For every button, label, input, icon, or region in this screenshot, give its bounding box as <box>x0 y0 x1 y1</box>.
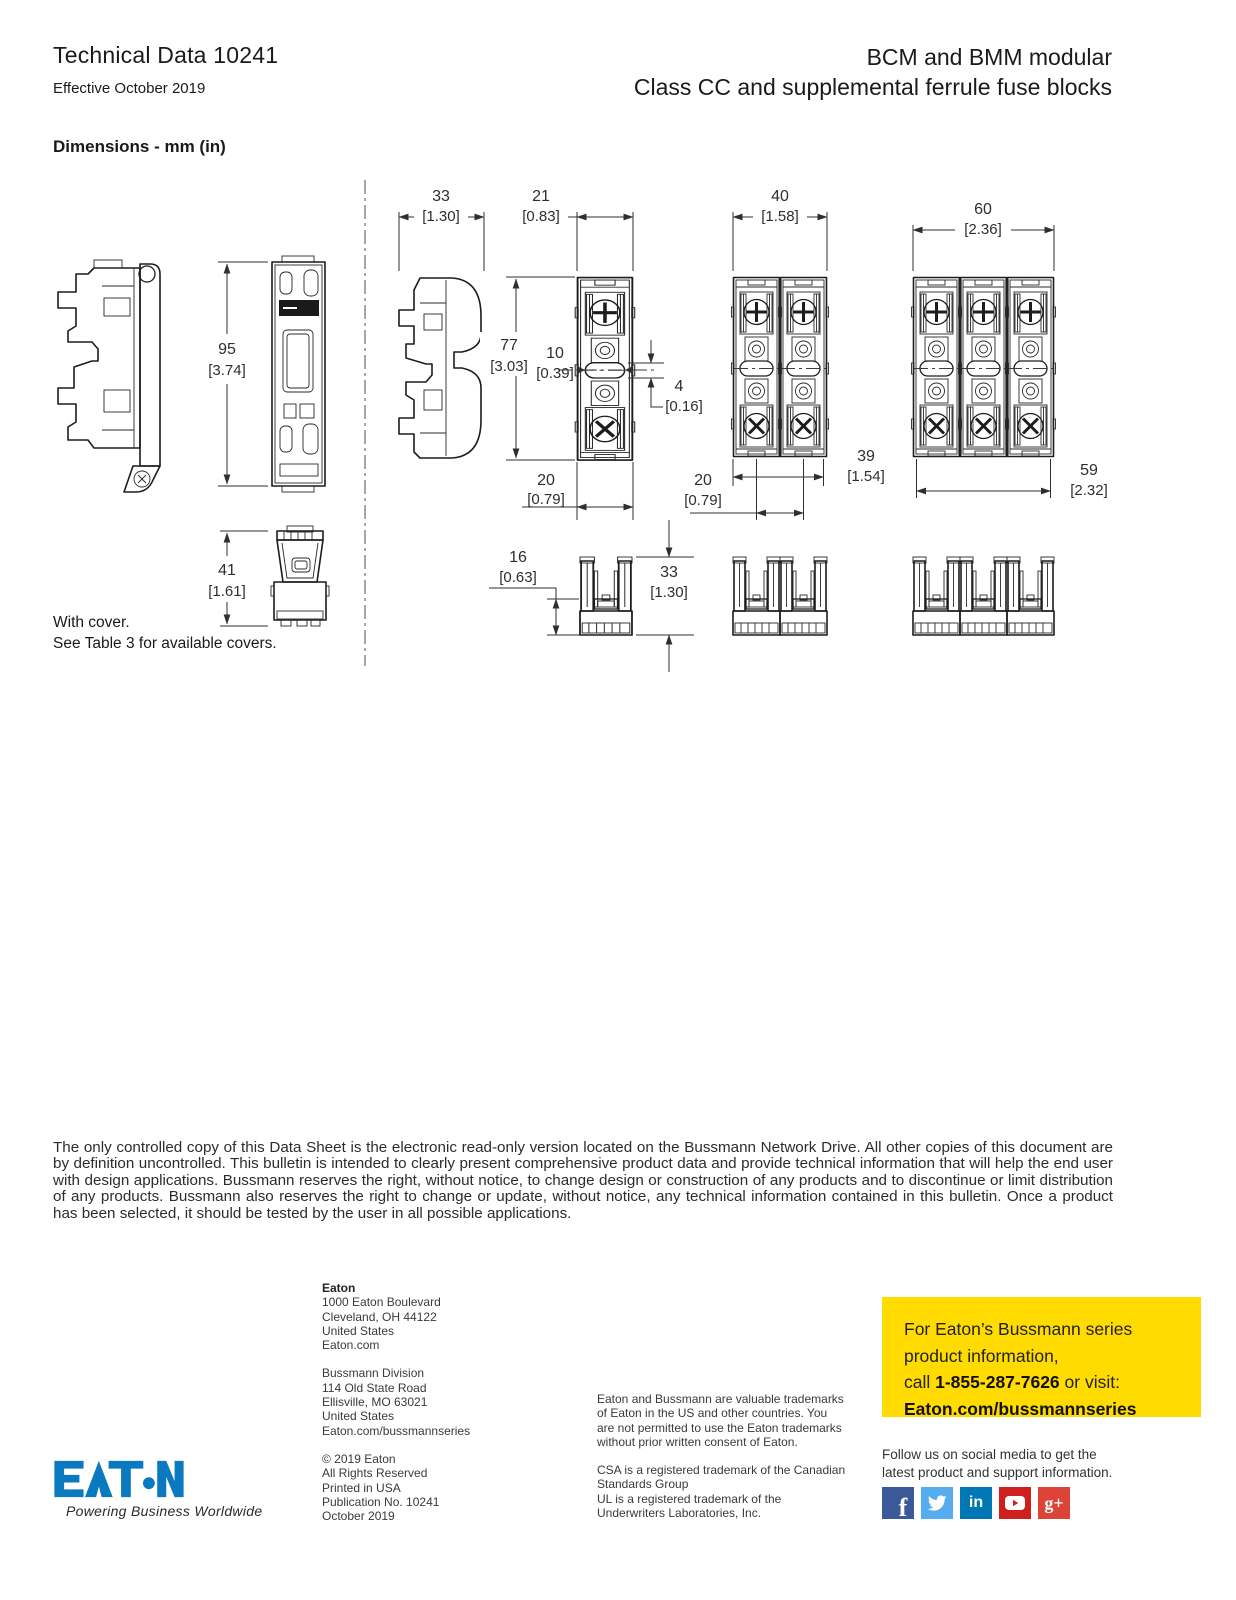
dim-height-33 <box>636 520 694 672</box>
address-line: Ellisville, MO 63021 <box>322 1395 428 1410</box>
cover-note-line2: See Table 3 for available covers. <box>53 635 277 652</box>
copyright-line: © 2019 Eaton <box>322 1451 396 1466</box>
product-title <box>634 42 1112 102</box>
copyright-line: Publication No. 10241 <box>322 1494 440 1509</box>
dim-40-mm: 40 <box>771 188 789 205</box>
footer-address-column <box>322 1281 470 1537</box>
bussmann-address-block <box>322 1366 470 1437</box>
copyright-line: Printed in USA <box>322 1480 401 1495</box>
twitter-icon[interactable] <box>921 1487 953 1519</box>
dim-33-in: [1.30] <box>422 208 460 225</box>
address-line: United States <box>322 1323 395 1338</box>
infobox-line2: product information, <box>904 1345 1059 1366</box>
trademark-line: without prior written consent of Eaton. <box>597 1434 798 1449</box>
dim-width-20b <box>684 459 803 520</box>
view-side-profile <box>58 260 160 492</box>
dim-59-mm: 59 <box>1080 462 1098 479</box>
product-title-line2: Class CC and supplemental ferrule fuse blocks <box>633 74 1112 100</box>
trademark-line: UL is a registered trademark of the <box>597 1491 782 1506</box>
dim-10-mm: 10 <box>546 345 564 362</box>
youtube-icon[interactable] <box>999 1487 1031 1519</box>
dim-95-mm: 95 <box>218 341 236 358</box>
infobox-url[interactable]: Eaton.com/bussmannseries <box>904 1398 1137 1419</box>
dim-20a-in: [0.79] <box>527 491 565 508</box>
legal-disclaimer: The only controlled copy of this Data Sheet is the electronic read-only version located on the Bussmann Network Drive. All other copies of this document are by definition uncontrolled. This bulletin is intended to clearly present comprehensive product data and provide technical information that will help the end user with design applications. Bussmann reserves the right, without notice, to change design or construction of any products and to discontinue or limit distribution of any products. Bussmann also reserves the right to change or update, without notice, any technical information contained in this bulletin. Once a product has been selected, it should be tested by the user in all possible applications. <box>53 1139 1113 1222</box>
doc-effective-date: Effective October 2019 <box>53 80 206 97</box>
dim-60-mm: 60 <box>974 201 992 218</box>
eaton-logo <box>53 1460 185 1503</box>
trademark-block-2 <box>597 1463 845 1520</box>
dim-16-in: [0.63] <box>499 569 537 586</box>
eaton-tagline: Powering Business Worldwide <box>66 1503 263 1519</box>
dim-39-mm: 39 <box>857 448 875 465</box>
dim-height-4 <box>628 340 703 415</box>
dim-4-mm: 4 <box>674 378 684 395</box>
company-name: Eaton <box>322 1281 356 1295</box>
dim-21-in: [0.83] <box>522 208 560 225</box>
dim-width-40 <box>733 188 827 271</box>
copyright-line: All Rights Reserved <box>322 1466 428 1481</box>
dim-width-60 <box>913 201 1054 271</box>
eaton-address-block <box>322 1281 470 1352</box>
dim-width-21 <box>514 188 633 271</box>
view-front-2pole <box>732 278 829 457</box>
dim-width-33 <box>399 188 484 271</box>
footer-trademark-column <box>597 1392 845 1534</box>
dimension-drawing <box>0 168 1236 688</box>
dim-95-in: [3.74] <box>208 362 246 379</box>
cover-note-line1: With cover. <box>53 614 130 631</box>
dim-39-in: [1.54] <box>847 468 885 485</box>
view-cover-side <box>271 526 329 626</box>
infobox-call-post: or visit: <box>1059 1372 1120 1392</box>
dim-16-mm: 16 <box>509 549 527 566</box>
view-end-1pole <box>580 557 632 635</box>
doc-title: Technical Data 10241 <box>53 42 279 68</box>
dim-77-in: [3.03] <box>490 358 528 375</box>
trademark-block-1 <box>597 1392 845 1449</box>
dim-77-mm: 77 <box>500 337 518 354</box>
dim-40-in: [1.58] <box>761 208 799 225</box>
address-line: Bussmann Division <box>322 1366 425 1381</box>
address-line: Eaton.com/bussmannseries <box>322 1423 471 1438</box>
dim-33-mm: 33 <box>432 188 450 205</box>
view-end-3pole <box>913 557 1054 635</box>
linkedin-icon[interactable]: in <box>960 1487 992 1519</box>
social-icons <box>882 1487 1070 1519</box>
dim-60-in: [2.36] <box>964 221 1002 238</box>
dim-41-in: [1.61] <box>208 583 246 600</box>
social-follow-text <box>882 1446 1112 1481</box>
dim-33b-mm: 33 <box>660 564 678 581</box>
dim-height-16 <box>489 549 579 635</box>
dim-width-59 <box>917 459 1108 499</box>
address-line: 1000 Eaton Boulevard <box>322 1295 441 1310</box>
follow-line1: Follow us on social media to get the <box>882 1447 1097 1462</box>
infobox-line3 <box>904 1369 1201 1396</box>
address-line: Cleveland, OH 44122 <box>322 1309 437 1324</box>
dim-20a-mm: 20 <box>537 472 555 489</box>
dim-4-in: [0.16] <box>665 398 703 415</box>
follow-line2: latest product and support information. <box>882 1464 1113 1480</box>
infobox-call-pre: call <box>904 1372 936 1392</box>
copyright-block <box>322 1452 470 1523</box>
view-side-profile-2 <box>399 278 481 458</box>
bussmann-info-box <box>882 1297 1201 1417</box>
dim-21-mm: 21 <box>532 188 550 205</box>
facebook-icon[interactable]: f <box>882 1487 914 1519</box>
trademark-line: CSA is a registered trademark of the Canadian <box>597 1463 846 1478</box>
google-plus-icon[interactable]: g+ <box>1038 1487 1070 1519</box>
dim-20b-mm: 20 <box>694 472 712 489</box>
view-front-narrow <box>272 256 325 492</box>
trademark-line: are not permitted to use the Eaton trademarks <box>597 1420 842 1435</box>
dim-41-mm: 41 <box>218 562 236 579</box>
product-title-line1: BCM and BMM modular <box>866 44 1112 70</box>
trademark-line: Underwriters Laboratories, Inc. <box>597 1506 762 1521</box>
view-front-3pole <box>912 278 1056 457</box>
address-line: United States <box>322 1409 395 1424</box>
address-line: Eaton.com <box>322 1338 380 1353</box>
cover-note <box>53 612 277 654</box>
view-end-2pole <box>733 557 827 635</box>
dim-width-20a <box>522 462 633 520</box>
dim-33b-in: [1.30] <box>650 584 688 601</box>
address-line: 114 Old State Road <box>322 1380 427 1395</box>
dim-59-in: [2.32] <box>1070 482 1108 499</box>
eaton-logo-mark <box>53 1460 185 1498</box>
copyright-line: October 2019 <box>322 1509 395 1524</box>
trademark-line: Standards Group <box>597 1477 689 1492</box>
section-title-dimensions: Dimensions - mm (in) <box>53 137 226 156</box>
infobox-phone: 1-855-287-7626 <box>935 1372 1060 1392</box>
infobox-line1: For Eaton’s Bussmann series <box>904 1319 1133 1339</box>
view-front-1pole <box>575 278 635 461</box>
dim-10-in: [0.39] <box>536 365 574 382</box>
dim-20b-in: [0.79] <box>684 492 722 509</box>
dim-height-95 <box>202 262 268 486</box>
trademark-line: of Eaton in the US and other countries. You <box>597 1406 828 1421</box>
trademark-line: Eaton and Bussmann are valuable trademarks <box>597 1392 844 1406</box>
